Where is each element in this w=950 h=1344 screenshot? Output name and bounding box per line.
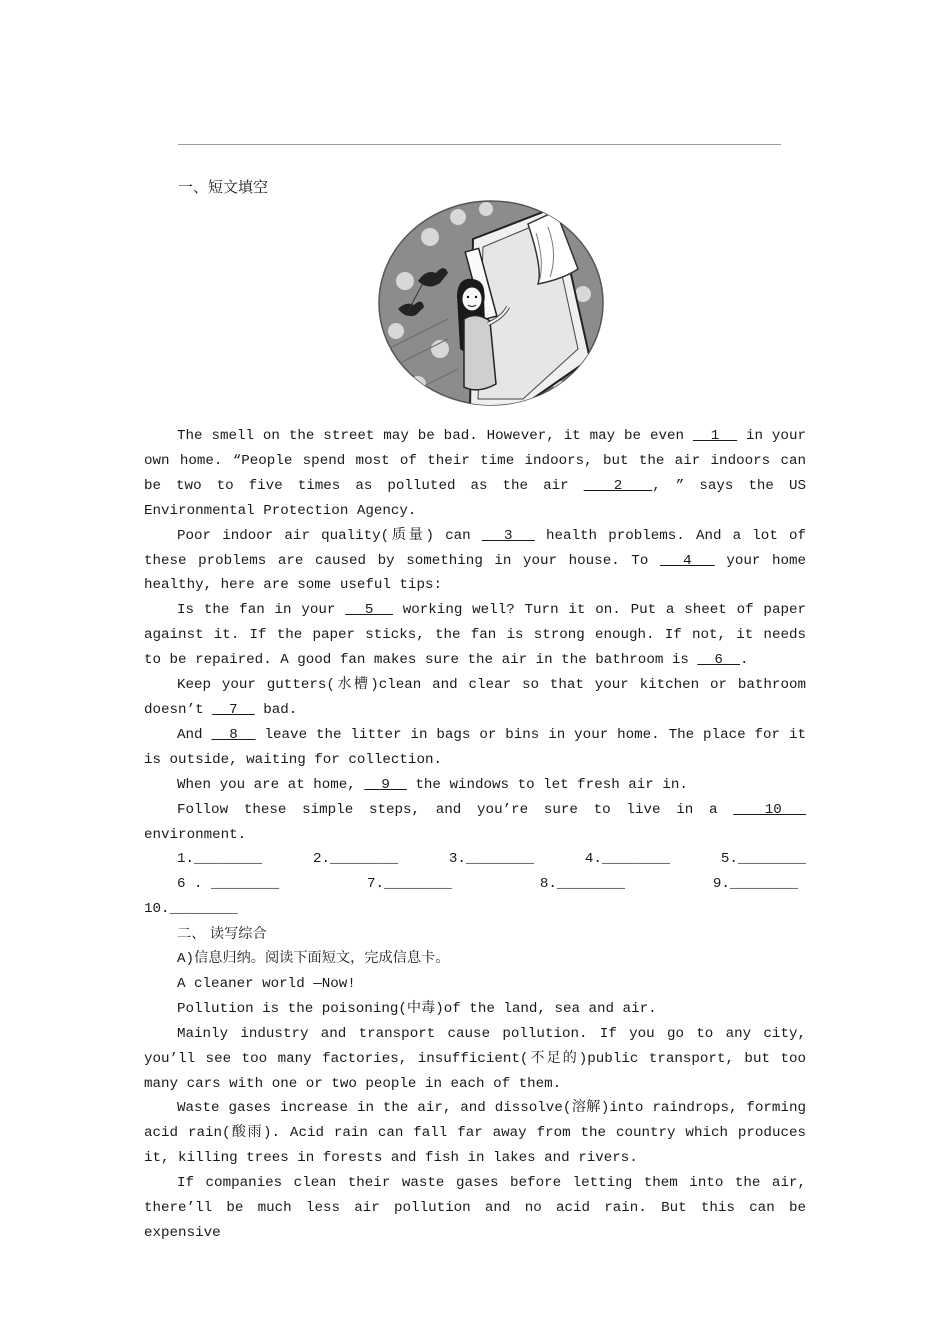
text-run: your home healthy, here are some useful tips: <box>144 552 807 594</box>
answer-row-1 <box>144 847 806 872</box>
section-heading-cloze: 一、短文填空 <box>178 178 269 196</box>
text-run: When you are at home, <box>177 776 365 793</box>
text-run: health problems. And a lot of these problems are caused by something in your house. To <box>144 527 806 569</box>
text-run: bad. <box>254 701 298 718</box>
text-run: Is the fan in your <box>177 602 346 619</box>
paragraph-2 <box>144 524 806 599</box>
text-run: leave the litter in bags or bins in your home. The place for it is outside, waiting for collection. <box>144 726 807 768</box>
article-paragraph-3: Waste gases increase in the air, and dissolve(溶解)into raindrops, forming acid rain(酸雨). Acid rain can fall far away from the country which produces it, killing trees in forests and fish in lakes and rivers. <box>144 1100 806 1167</box>
blank-3: 3 <box>481 527 535 544</box>
answer-slot-2[interactable]: 2.________ <box>312 851 399 868</box>
text-run: in your own home. “People spend most of their time indoors, but the air indoors can be two to five times as polluted as the air <box>144 428 806 494</box>
paragraph-4 <box>144 673 806 723</box>
text-run: . <box>739 652 749 669</box>
text-run: The smell on the street may be bad. However, it may be even <box>177 428 693 444</box>
blank-7: 7 <box>212 701 255 718</box>
paragraph-5 <box>144 723 806 773</box>
blank-4: 4 <box>659 552 715 569</box>
blank-10: 10 <box>733 801 806 818</box>
header-rule <box>178 144 781 145</box>
answer-slot-3[interactable]: 3.________ <box>448 851 535 868</box>
section-heading-reading-writing: 二、 读写综合 <box>177 926 267 943</box>
cloze-passage <box>144 424 806 1246</box>
answer-row-2 <box>144 872 806 897</box>
text-run: Follow these simple steps, and you’re sure to live in a <box>177 801 734 818</box>
answer-slot-7[interactable]: 7.________ <box>366 876 453 893</box>
text-run: And <box>177 726 212 743</box>
text-run: working well? Turn it on. Put a sheet of paper against it. If the paper sticks, the fan is strong enough. If not, it needs to be repaired. A good fan makes sure the air in the bathroom is <box>144 602 807 669</box>
blank-5: 5 <box>345 602 393 619</box>
girl-opening-window-illustration <box>378 199 606 409</box>
article-paragraph-1: Pollution is the poisoning(中毒)of the land, sea and air. <box>177 1000 657 1017</box>
answer-slot-6[interactable]: 6 . ________ <box>177 876 280 893</box>
paragraph-6 <box>144 773 806 798</box>
answer-slot-5[interactable]: 5.________ <box>720 851 806 868</box>
text-run: Poor indoor air quality(质量) can <box>177 527 482 544</box>
article-paragraph-4: If companies clean their waste gases before letting them into the air, there’ll be much less air pollution and no acid rain. But this can be expensive <box>144 1175 806 1241</box>
answer-slot-4[interactable]: 4.________ <box>584 851 670 868</box>
answer-slot-10[interactable]: 10.________ <box>144 901 238 918</box>
section-instruction: A)信息归纳。阅读下面短文，完成信息卡。 <box>177 951 450 968</box>
text-run: environment. <box>144 826 247 843</box>
text-run: the windows to let fresh air in. <box>406 776 688 793</box>
article-title: A cleaner world —Now! <box>177 975 356 992</box>
answer-slot-9[interactable]: 9.________ <box>712 876 798 893</box>
paragraph-3 <box>144 598 806 673</box>
blank-9: 9 <box>364 776 407 793</box>
text-run: Keep your gutters(水槽)clean and clear so that your kitchen or bathroom doesn’t <box>144 677 806 718</box>
answer-slot-1[interactable]: 1.________ <box>177 851 263 868</box>
answer-row-3 <box>144 897 806 922</box>
paragraph-7 <box>144 798 806 848</box>
answer-slot-8[interactable]: 8.________ <box>539 876 626 893</box>
blank-6: 6 <box>697 652 740 669</box>
text-run: , ” says the US Environmental Protection Agency. <box>144 477 806 519</box>
blank-8: 8 <box>211 726 256 743</box>
article-paragraph-2: Mainly industry and transport cause pollution. If you go to any city, you’ll see too many factories, insufficient(不足的)public transport, but too many cars with one or two people in each of them. <box>144 1025 806 1092</box>
blank-2: 2 <box>583 477 653 494</box>
blank-1: 1 <box>692 428 738 444</box>
paragraph-1 <box>144 424 806 524</box>
